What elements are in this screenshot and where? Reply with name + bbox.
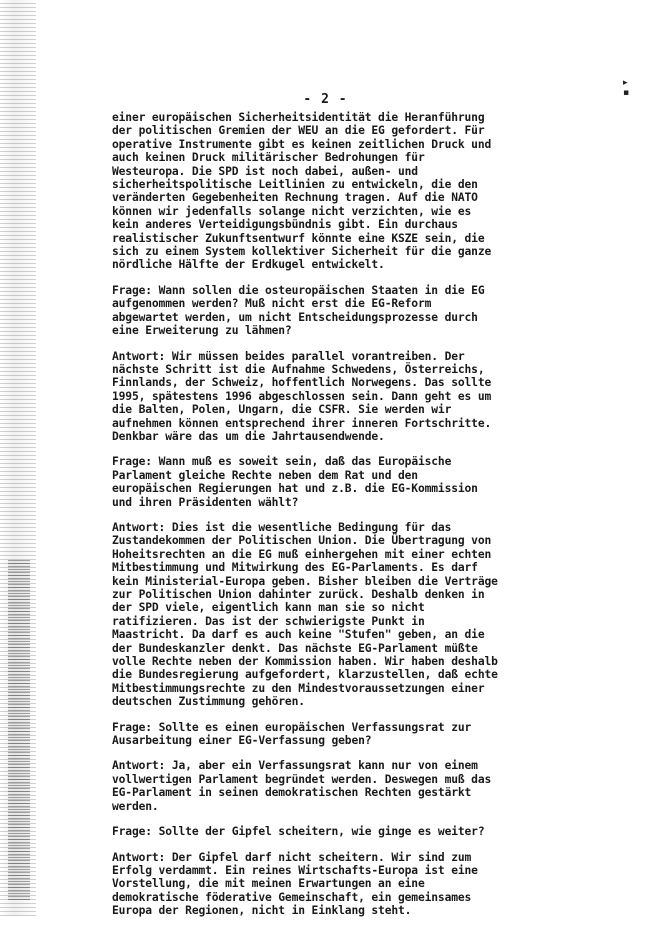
paragraph-text: Sollte es einen europäischen Verfassungsrat zur Ausarbeitung einer EG-Verfassung geben? xyxy=(112,720,472,748)
scan-edge-artifact xyxy=(0,0,36,916)
paragraph-label: Antwort: xyxy=(112,850,166,864)
paragraph-question-1 xyxy=(112,284,532,338)
paragraph-text: Sollte der Gipfel scheitern, wie ginge es weiter? xyxy=(151,825,485,839)
paragraph-answer-3 xyxy=(112,759,532,813)
paragraph-question-3 xyxy=(112,721,532,748)
paragraph-text: Wann sollen die osteuropäischen Staaten in die EG aufgenommen werden? Muß nicht erst die EG-Reform abgewartet werden, um nicht Entscheidungsprozesse durch eine Erweiterung zu lähmen? xyxy=(112,283,485,338)
paragraph-label: Antwort: xyxy=(112,759,166,773)
paragraph-text: Ja, aber ein Verfassungsrat kann nur von einem vollwertigen Parlament begründet werden. Deswegen muß das EG-Parlament in seinen demokratischen Rechten gestärkt werden. xyxy=(112,759,492,813)
paragraph-question-2 xyxy=(112,455,532,509)
paragraph-text: Dies ist die wesentliche Bedingung für das Zustandekommen der Politischen Union. Die Übertragung von Hoheitsrechten an die EG muß einhergehen mit einer echten Mitbestimmung und Mitwirkung des EG-Parlaments. Es darf kein Ministerial-Europa geben. Bisher bleiben die Verträge zur Politischen Union dahinter zurück. Deshalb denken in der SPD viele, eigentlich kann man sie so nicht ratifizieren. Das ist der schwierigste Punkt in Maastricht. Da darf es auch keine "Stufen" geben, an die der Bundeskanzler denkt. Das nächste EG-Parlament müßte volle Rechte neben der Kommission haben. Wir haben deshalb die Bundesregierung aufgefordert, klarzustellen, daß echte Mitbestimmungsrechte zu den Mindestvoraussetzungen einer deutschen Zustimmung gehören. xyxy=(112,520,498,709)
paragraph-label: Frage: xyxy=(112,455,152,469)
paragraph-label: Antwort: xyxy=(112,520,166,534)
scan-speck-artifact: ▸ ▪ xyxy=(623,78,630,98)
paragraph-text: Wir müssen beides parallel vorantreiben. Der nächste Schritt ist die Aufnahme Schwedens, Österreichs, Finnlands, der Schweiz, hoffentlich Norwegens. Das sollte 1995, spätestens 1996 abgeschlossen sein. Dann geht es um die Balten, Polen, Ungarn, die CSFR. Sie werden wir aufnehmen können entsprechend ihrer inneren Fortschritte. Denkbar wäre das um die Jahrtausendwende. xyxy=(112,349,492,443)
paragraph-text: Der Gipfel darf nicht scheitern. Wir sind zum Erfolg verdammt. Ein reines Wirtschafts-Europa ist eine Vorstellung, die mit meinen Erwartungen an eine demokratische föderative Gemeinschaft, ein gemeinsames Europa der Regionen, nicht in Einklang steht. xyxy=(112,850,478,918)
document-body xyxy=(112,111,532,930)
paragraph-label: Antwort: xyxy=(112,349,166,363)
paragraph-label: Frage: xyxy=(112,283,152,297)
paragraph-answer-1 xyxy=(112,350,532,444)
paragraph-answer-4 xyxy=(112,851,532,918)
paragraph-label: Frage: xyxy=(112,720,152,734)
paragraph-text: einer europäischen Sicherheitsidentität die Heranführung der politischen Gremien der WEU an die EG gefordert. Für operative Instrumente gibt es keinen zeitlichen Druck und auch keinen Druck militärischer Bedrohungen für Westeuropa. Die SPD ist noch dabei, außen- und sicherheitspolitische Leitlinien zu entwickeln, die den veränderten Gegebenheiten Rechnung tragen. Auf die NATO können wir jedenfalls solange nicht verzichten, wie es kein anderes Verteidigungsbündnis gibt. Ein durchaus realistischer Zukunftsentwurf könnte eine KSZE sein, die sich zu einem System kollektiver Sicherheit für die ganze nördliche Hälfte der Erdkugel entwickelt. xyxy=(112,111,492,272)
paragraph-label: Frage: xyxy=(112,825,152,839)
paragraph-answer-2 xyxy=(112,521,532,709)
paragraph-question-4 xyxy=(112,825,532,838)
paragraph-text: Wann muß es soweit sein, daß das Europäische Parlament gleiche Rechte neben dem Rat und den europäischen Regierungen hat und z.B. die EG-Kommission und ihren Präsidenten wählt? xyxy=(112,455,478,509)
page-number: - 2 - xyxy=(303,92,348,107)
paragraph-intro xyxy=(112,111,532,272)
